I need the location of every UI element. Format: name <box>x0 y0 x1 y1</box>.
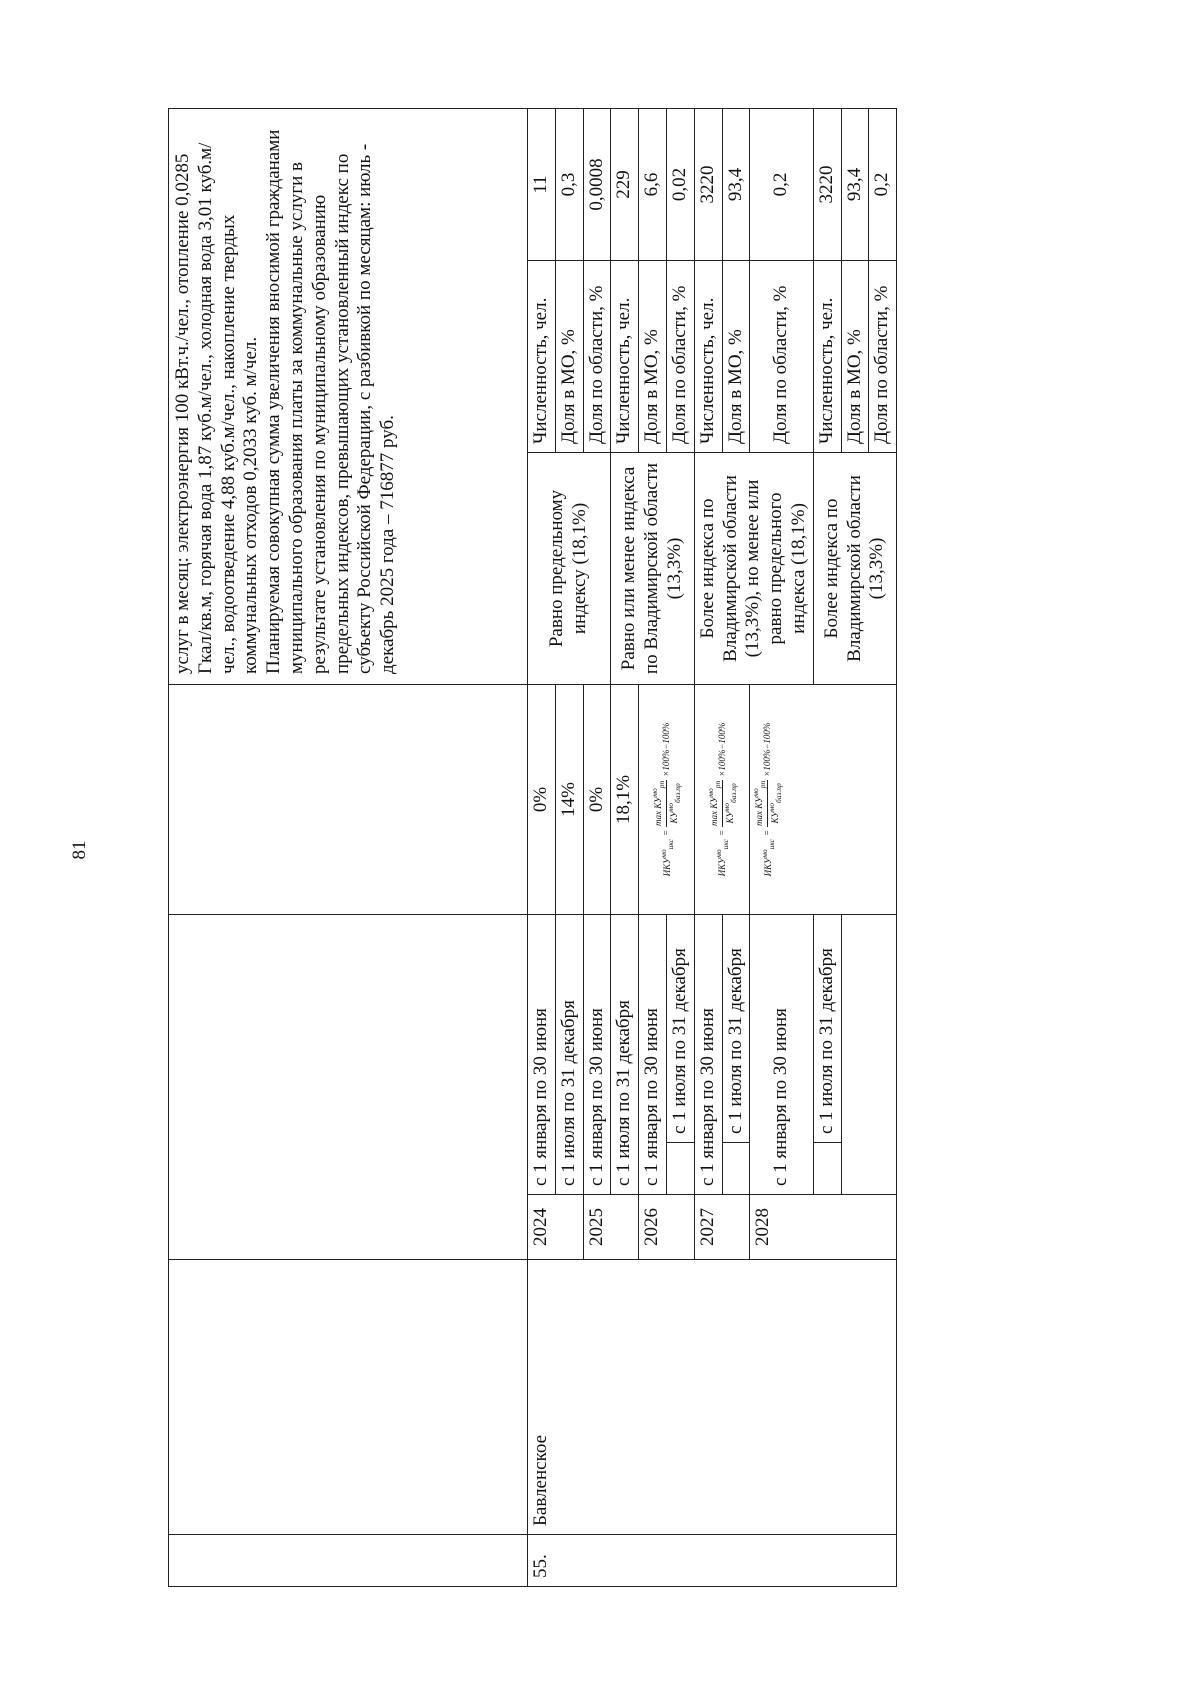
metric-value: 3220 <box>813 108 841 260</box>
description-cell <box>169 108 528 684</box>
continuation-row <box>169 108 528 1586</box>
description-paragraph: Планируемая совокупная сумма увеличения вносимой гражданами муниципального образования платы за коммунальные услуги в результате установления по муниципальному образованию предельных индексов, превышающих установленный индекс по субъекту Российской Федерации, с разбивкой по месяцам: июль - декабрь 2025 года – 716877 руб. <box>263 129 399 674</box>
metric-label: Численность, чел. <box>813 260 841 452</box>
metric-label: Численность, чел. <box>611 260 639 452</box>
page-number: 81 <box>69 840 90 860</box>
spacer-cell <box>666 1143 694 1195</box>
period-cell: с 1 января по 30 июня <box>694 914 722 1194</box>
spacer-cell <box>813 1143 841 1195</box>
metric-label: Доля в МО, % <box>841 260 869 452</box>
group-label: Более индекса по Владимирской области (13,3%), но менее или равно предельного индекса (18,1%) <box>694 452 813 684</box>
index-value: 0% <box>528 684 556 914</box>
metric-value: 0,2 <box>750 108 813 260</box>
metric-label: Численность, чел. <box>528 260 556 452</box>
metric-value: 0,2 <box>869 108 897 260</box>
tariff-table <box>168 108 897 1587</box>
empty-cell <box>169 684 528 914</box>
period-cell: с 1 января по 30 июня <box>750 914 813 1194</box>
index-formula: $ИКУ^{мо}_{икс}$ = $\max КУ^{мо}_{рп}$ $КУ^{мо}_{баз.пр}$ ×100%−100% <box>705 722 738 877</box>
metric-label: Доля в МО, % <box>639 260 667 452</box>
period-cell: с 1 января по 30 июня <box>639 914 667 1194</box>
group-label: Равно предельному индексу (18,1%) <box>528 452 611 684</box>
group-label: Более индекса по Владимирской области (13,3%) <box>813 452 896 684</box>
group-label: Равно или менее индекса по Владимирской области (13,3%) <box>611 452 694 684</box>
year-cell: 2024 <box>528 1195 584 1260</box>
spacer-cell <box>722 1143 750 1195</box>
metric-label: Доля в МО, % <box>722 260 750 452</box>
index-formula: $ИКУ^{мо}_{икс}$ = $\max КУ^{мо}_{рп}$ $КУ^{мо}_{баз.пр}$ ×100%−100% <box>751 722 783 877</box>
description-paragraph: услуг в месяц: электроэнергия 100 кВт.ч./чел., отопление 0,0285 Гкал/кв.м, горячая вода 1,87 куб.м/чел., холодная вода 3,01 куб.м/чел., водоотведение 4,88 куб.м/чел., накопление твердых коммунальных отходов 0,2033 куб. м/чел. <box>172 142 262 674</box>
formula-cell <box>639 684 695 914</box>
metric-value: 93,4 <box>841 108 869 260</box>
period-cell: с 1 июля по 31 декабря <box>666 914 694 1142</box>
metric-value: 0,3 <box>555 108 583 260</box>
rotated-table-container <box>168 109 1056 1587</box>
empty-cell <box>841 914 897 1194</box>
empty-cell <box>169 1535 528 1587</box>
index-value: 0% <box>583 684 611 914</box>
metric-label: Доля по области, % <box>869 260 897 452</box>
year-cell: 2027 <box>694 1195 750 1260</box>
row-number: 55. <box>528 1535 897 1587</box>
empty-cell <box>169 914 528 1259</box>
metric-label: Доля по области, % <box>750 260 813 452</box>
period-cell: с 1 июля по 31 декабря <box>722 914 750 1142</box>
empty-cell <box>169 1260 528 1535</box>
index-value: 18,1% <box>611 684 639 914</box>
year-cell: 2025 <box>583 1195 639 1260</box>
metric-value: 0,0008 <box>583 108 611 260</box>
period-cell: с 1 июля по 31 декабря <box>611 914 639 1194</box>
table-row <box>528 108 556 1586</box>
metric-value: 6,6 <box>639 108 667 260</box>
metric-value: 11 <box>528 108 556 260</box>
period-cell: с 1 января по 30 июня <box>528 914 556 1194</box>
metric-value: 229 <box>611 108 639 260</box>
metric-value: 3220 <box>694 108 722 260</box>
formula-cell <box>694 684 750 914</box>
period-cell: с 1 июля по 31 декабря <box>555 914 583 1194</box>
year-cell: 2026 <box>639 1195 695 1260</box>
metric-value: 0,02 <box>666 108 694 260</box>
metric-label: Доля в МО, % <box>555 260 583 452</box>
metric-label: Доля по области, % <box>583 260 611 452</box>
period-cell: с 1 января по 30 июня <box>583 914 611 1194</box>
formula-cell <box>750 684 897 914</box>
municipality-name: Бавленское <box>528 1260 897 1535</box>
year-cell: 2028 <box>750 1195 897 1260</box>
metric-label: Численность, чел. <box>694 260 722 452</box>
metric-label: Доля по области, % <box>666 260 694 452</box>
index-value: 14% <box>555 684 583 914</box>
period-cell: с 1 июля по 31 декабря <box>813 914 841 1142</box>
index-formula: $ИКУ^{мо}_{икс}$ = $\max КУ^{мо}_{рп}$ $КУ^{мо}_{баз.пр}$ ×100%−100% <box>650 722 682 877</box>
metric-value: 93,4 <box>722 108 750 260</box>
